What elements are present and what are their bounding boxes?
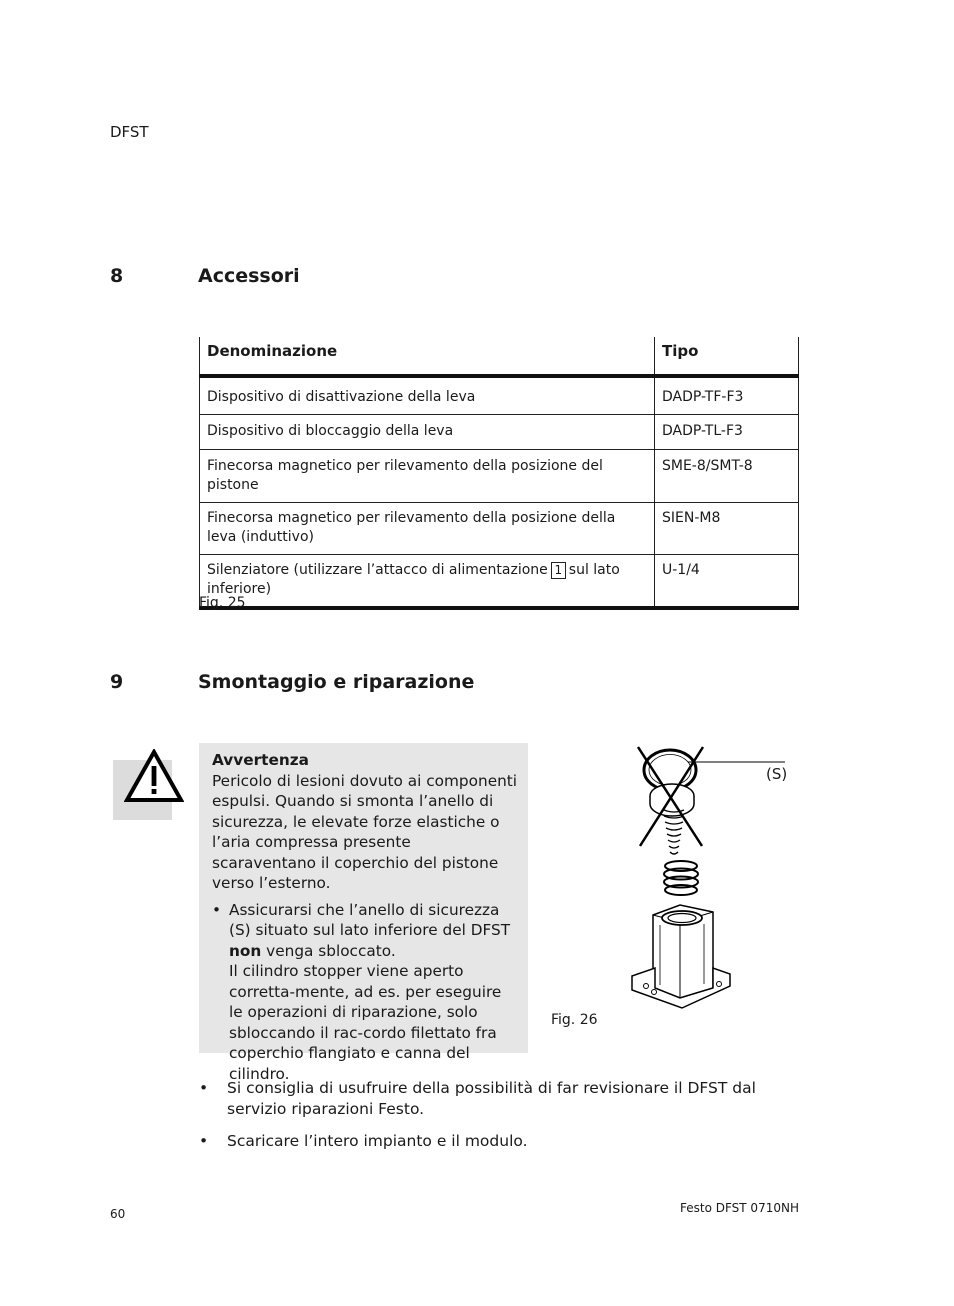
section-number: 8: [110, 265, 124, 287]
table-cell: SIEN-M8: [655, 503, 799, 555]
column-header: Tipo: [655, 337, 799, 376]
warning-title: Avvertenza: [212, 751, 309, 769]
bullet-bold-text: non: [229, 941, 262, 960]
document-id: Festo DFST 0710NH: [680, 1201, 799, 1215]
accessories-table: [199, 337, 799, 610]
table-cell: U-1/4: [655, 555, 799, 609]
bullet-dot: •: [199, 1079, 209, 1097]
table-row: [200, 503, 799, 555]
section-title: Accessori: [198, 265, 300, 287]
table-cell: DADP-TL-F3: [655, 415, 799, 450]
running-header: DFST: [110, 123, 149, 141]
table-cell: SME-8/SMT-8: [655, 450, 799, 503]
warning-body: Pericolo di lesioni dovuto ai componenti espulsi. Quando si smonta l’anello di sicurezza, le elevate forze elastiche o l’aria compressa presente scaraventano il coperchio del pistone verso l’esterno.: [212, 771, 518, 892]
figure-caption: Fig. 26: [551, 1012, 598, 1028]
safety-ring-label: (S): [766, 765, 788, 783]
warning-panel: [199, 743, 528, 1083]
table-cell: [200, 555, 655, 609]
list-item: [199, 1078, 799, 1122]
cell-text: sul lato inferiore): [207, 562, 620, 597]
table-cell: DADP-TF-F3: [655, 376, 799, 415]
table-row: [200, 376, 799, 415]
cell-text: Silenziatore (utilizzare l’attacco di alimentazione: [207, 562, 548, 578]
column-header: Denominazione: [200, 337, 655, 376]
table-cell: Dispositivo di disattivazione della leva: [200, 376, 655, 415]
table-cell: Dispositivo di bloccaggio della leva: [200, 415, 655, 450]
table-row: [200, 415, 799, 450]
table-row: [200, 555, 799, 609]
table-row: [200, 450, 799, 503]
figure-caption: Fig. 25: [199, 595, 246, 611]
list-item-text: Si consiglia di usufruire della possibilità di far revisionare il DFST dal servizio riparazioni Festo.: [227, 1079, 756, 1118]
section-title: Smontaggio e riparazione: [198, 671, 475, 693]
table-cell: Finecorsa magnetico per rilevamento della posizione della leva (induttivo): [200, 503, 655, 555]
section-number: 9: [110, 671, 124, 693]
port-number-box: 1: [551, 562, 566, 579]
bullet-dot: •: [199, 1132, 209, 1150]
bullet-text: Assicurarsi che l’anello di sicurezza (S) situato sul lato inferiore del DFST: [229, 900, 511, 939]
table-header-row: [200, 337, 799, 376]
table-cell: Finecorsa magnetico per rilevamento della posizione del pistone: [200, 450, 655, 503]
bullet-extra-text: Il cilindro stopper viene aperto corretta-mente, ad es. per eseguire le operazioni di riparazione, solo sbloccando il rac-cordo filettato fra coperchio flangiato e canna del cilindro.: [229, 962, 502, 1083]
list-item-text: Scaricare l’intero impianto e il modulo.: [227, 1132, 528, 1150]
list-item: [199, 1131, 799, 1153]
warning-icon: [124, 749, 184, 803]
page-number: 60: [110, 1207, 126, 1221]
bullet-text: venga sbloccato.: [261, 941, 396, 960]
warning-bullet: [212, 900, 518, 1085]
bullet-dot: •: [212, 900, 222, 919]
